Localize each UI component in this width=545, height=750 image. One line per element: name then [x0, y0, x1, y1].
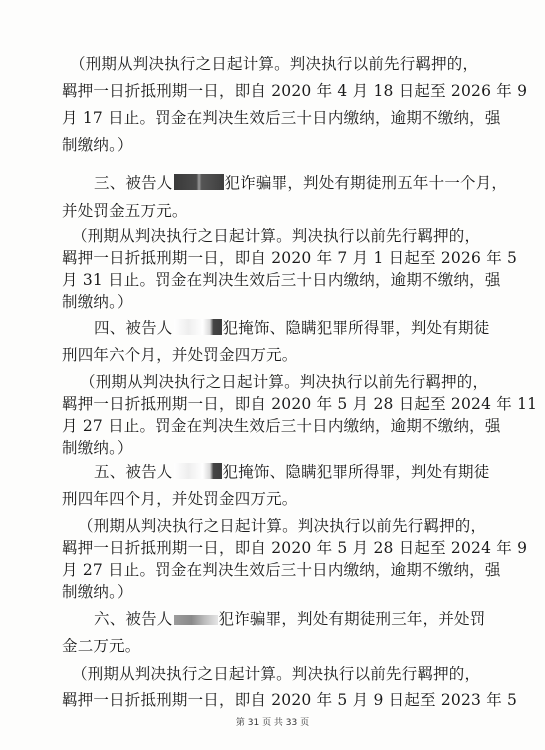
text-line: 羁押一日折抵刑期一日，即自 2020 年 5 月 28 日起至 2024 年 9 [62, 539, 528, 557]
defendant-3-line [94, 173, 507, 193]
text-segment: 三、被告人 [94, 174, 173, 192]
defendant-4-line [94, 318, 489, 338]
redacted-name [174, 615, 218, 625]
text-line: 羁押一日折抵刑期一日，即自 2020 年 5 月 9 日起至 2023 年 5 [62, 691, 518, 709]
text-segment: 犯诈骗罪，判处有期徒刑五年十一个月， [224, 174, 508, 192]
text-line: 制缴纳。） [62, 439, 133, 457]
text-segment: 犯掩饰、隐瞒犯罪所得罪，判处有期徒 [222, 463, 490, 481]
text-line: 刑四年四个月，并处罚金四万元。 [62, 490, 298, 508]
text-line: 金二万元。 [62, 637, 141, 655]
defendant-6-line [94, 609, 485, 629]
text-line: 并处罚金五万元。 [62, 202, 188, 220]
text-line: 制缴纳。） [62, 293, 133, 311]
page-number: 第 31 页 共 33 页 [235, 718, 310, 728]
redacted-name [174, 319, 222, 335]
text-line: 制缴纳。） [62, 583, 133, 601]
redacted-name [174, 463, 222, 479]
text-line: 月 31 日止。罚金在判决生效后三十日内缴纳，逾期不缴纳，强 [62, 271, 501, 289]
text-line: （刑期从判决执行之日起计算。判决执行以前先行羁押的， [78, 517, 487, 535]
text-line: （刑期从判决执行之日起计算。判决执行以前先行羁押的， [72, 665, 481, 683]
text-segment: 犯掩饰、隐瞒犯罪所得罪，判处有期徒 [222, 319, 490, 337]
text-line: 刑四年六个月，并处罚金四万元。 [62, 346, 298, 364]
text-line: （刑期从判决执行之日起计算。判决执行以前先行羁押的， [80, 373, 489, 391]
text-line: 制缴纳。） [62, 136, 133, 154]
text-segment: 四、被告人 [94, 319, 173, 337]
text-line: 月 17 日止。罚金在判决生效后三十日内缴纳，逾期不缴纳，强 [62, 109, 501, 127]
text-line: 月 27 日止。罚金在判决生效后三十日内缴纳，逾期不缴纳，强 [62, 417, 501, 435]
text-line: 羁押一日折抵刑期一日，即自 2020 年 7 月 1 日起至 2026 年 5 [62, 249, 518, 267]
defendant-5-line [94, 462, 489, 482]
redacted-name [174, 174, 224, 190]
text-segment: 五、被告人 [94, 463, 173, 481]
text-line: （刑期从判决执行之日起计算。判决执行以前先行羁押的， [72, 227, 481, 245]
text-line: 月 27 日止。罚金在判决生效后三十日内缴纳，逾期不缴纳，强 [62, 561, 501, 579]
text-segment: 六、被告人 [94, 610, 173, 628]
text-line: （刑期从判决执行之日起计算。判决执行以前先行羁押的， [70, 55, 479, 73]
text-line: 羁押一日折抵刑期一日，即自 2020 年 4 月 18 日起至 2026 年 9 [62, 82, 528, 100]
text-segment: 犯诈骗罪，判处有期徒刑三年，并处罚 [218, 610, 486, 628]
text-line: 羁押一日折抵刑期一日，即自 2020 年 5 月 28 日起至 2024 年 11 [62, 395, 538, 413]
